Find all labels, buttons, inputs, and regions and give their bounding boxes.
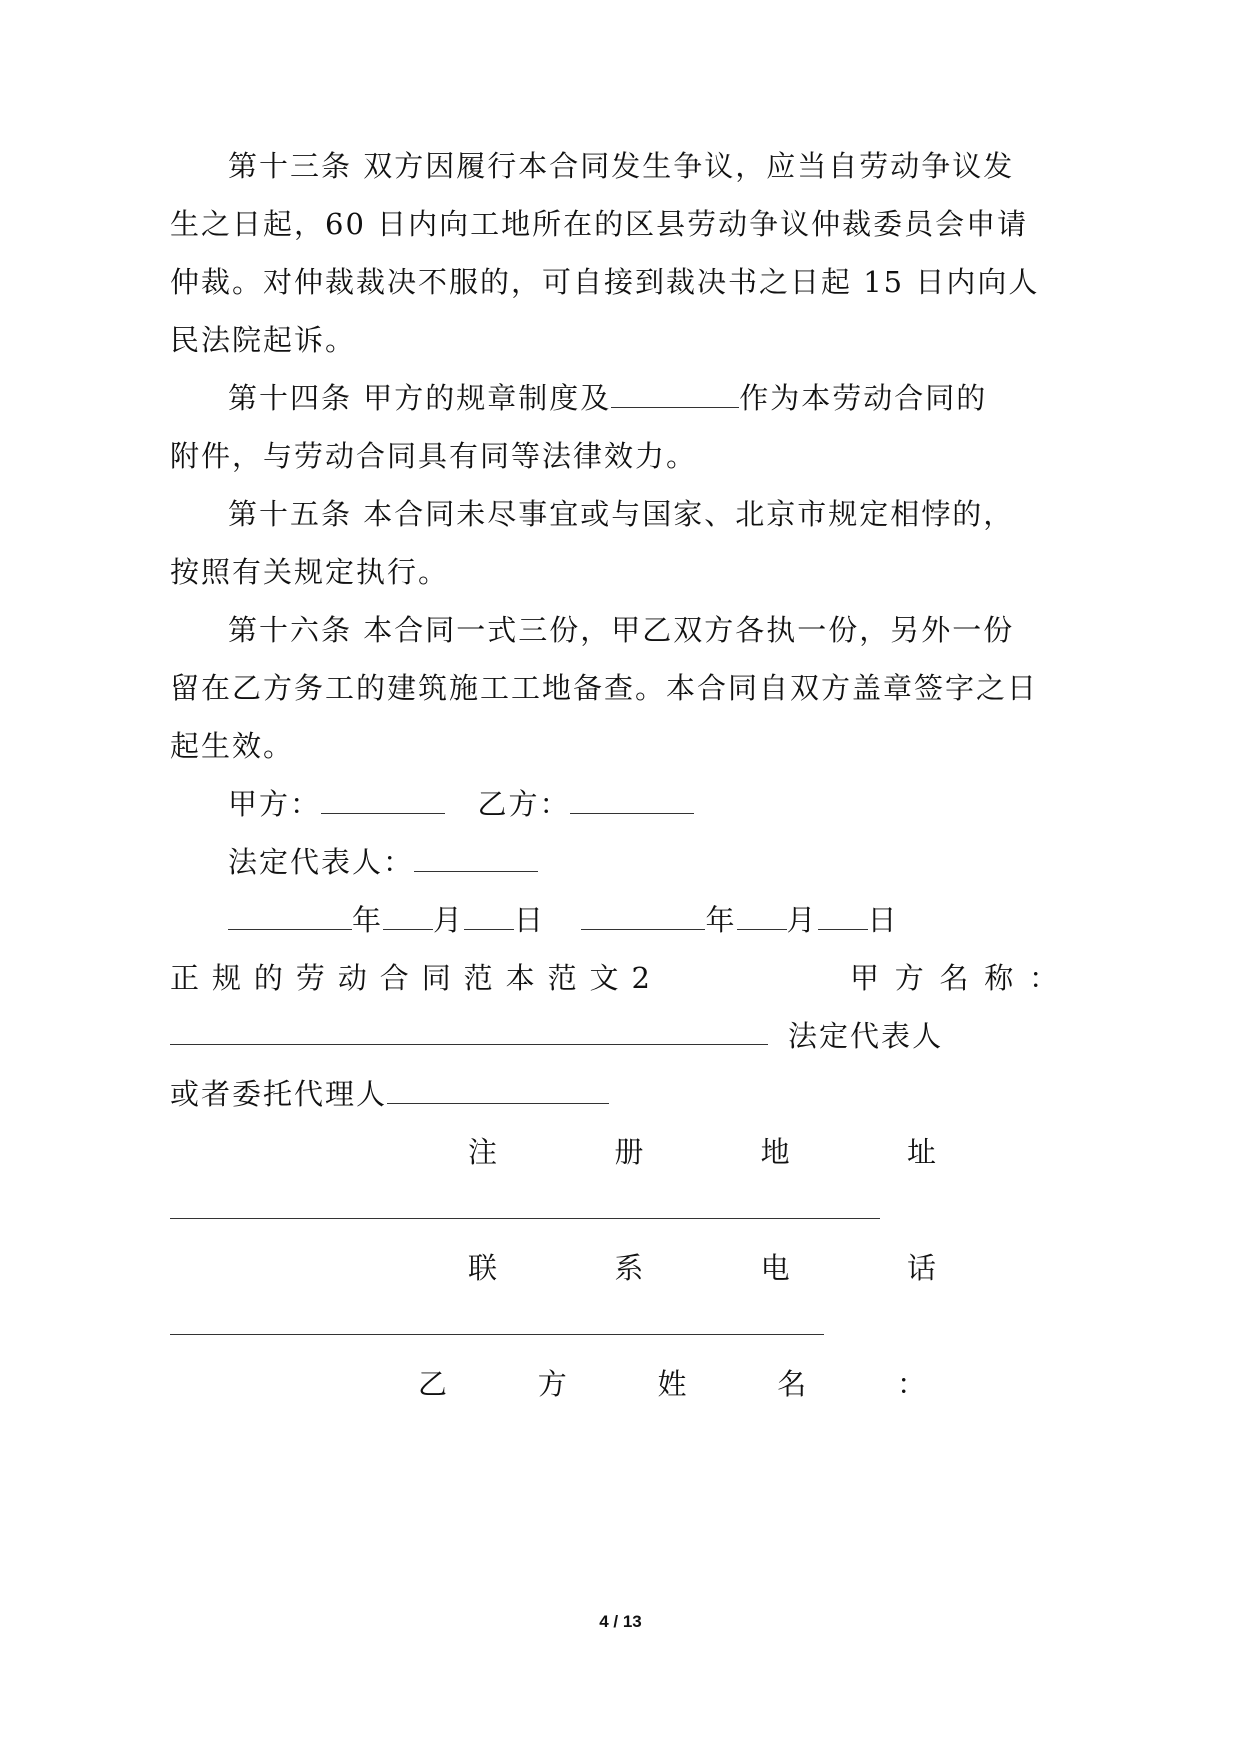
day-label-2: 日 xyxy=(867,903,899,937)
article-13-line-2: 生之日起，60 日内向工地所在的区县劳动争议仲裁委员会申请 xyxy=(170,207,1029,241)
party-b-name-label: 乙 方 姓 名 ： xyxy=(418,1367,928,1401)
legal-rep-label: 法定代表人： xyxy=(228,845,415,879)
year-blank-2 xyxy=(581,907,705,930)
agent-line xyxy=(170,1074,609,1114)
registered-address-blank xyxy=(170,1218,880,1219)
agent-blank xyxy=(387,1081,609,1104)
article-13-line-3: 仲裁。对仲裁裁决不服的，可自接到裁决书之日起 15 日内向人 xyxy=(170,265,1040,299)
legal-rep-label-sample-2: 法 定 代 表 人 xyxy=(788,1019,944,1053)
day-blank-2 xyxy=(818,907,868,930)
year-label: 年 xyxy=(352,903,384,937)
article-15-line-1: 第十五条 本合同未尽事宜或与国家、北京市规定相悖的， xyxy=(228,497,1015,531)
article-13-line-1: 第十三条 双方因履行本合同发生争议，应当自劳动争议发 xyxy=(228,149,1015,183)
article-15-line-2: 按照有关规定执行。 xyxy=(170,555,450,589)
article-14-line-2: 附件，与劳动合同具有同等法律效力。 xyxy=(170,439,698,473)
legal-representative xyxy=(228,842,538,882)
contact-phone-blank xyxy=(170,1334,824,1335)
article-14-line-1 xyxy=(228,378,987,418)
sample-2-title: 正 规 的 劳 动 合 同 范 本 范 文 2 xyxy=(170,961,652,995)
month-label-2: 月 xyxy=(786,903,818,937)
party-b-label: 乙方： xyxy=(477,787,571,821)
article-14-text-b: 作为本劳动合同的 xyxy=(739,381,988,415)
party-a-name-blank xyxy=(170,1044,768,1045)
month-blank xyxy=(383,907,433,930)
party-a-label: 甲方： xyxy=(228,787,322,821)
article-16-line-2: 留在乙方务工的建筑施工工地备查。本合同自双方盖章签字之日 xyxy=(170,671,1039,705)
party-a-blank xyxy=(321,791,445,814)
page-number: 4 / 13 xyxy=(599,1612,642,1631)
year-blank xyxy=(228,907,352,930)
contact-phone-label: 联 系 电 话 xyxy=(468,1251,938,1285)
month-label: 月 xyxy=(433,903,465,937)
party-b-blank xyxy=(570,791,694,814)
article-13-line-4: 民法院起诉。 xyxy=(170,323,357,357)
day-label: 日 xyxy=(514,903,546,937)
blank-line xyxy=(611,385,739,408)
day-blank xyxy=(464,907,514,930)
sample-2-heading-line xyxy=(170,958,1060,998)
signature-dates xyxy=(228,900,899,940)
article-16-line-1: 第十六条 本合同一式三份，甲乙双方各执一份，另外一份 xyxy=(228,613,1015,647)
party-a-name-label: 甲 方 名 称 ： xyxy=(850,961,1060,995)
article-14-text-a: 第十四条 甲方的规章制度及 xyxy=(228,381,612,415)
year-label-2: 年 xyxy=(705,903,737,937)
article-16-line-3: 起生效。 xyxy=(170,729,295,763)
registered-address-label: 注 册 地 址 xyxy=(468,1135,938,1169)
agent-label: 或者委托代理人 xyxy=(170,1077,388,1111)
legal-rep-blank xyxy=(414,849,538,872)
signature-parties xyxy=(228,784,694,824)
month-blank-2 xyxy=(737,907,787,930)
